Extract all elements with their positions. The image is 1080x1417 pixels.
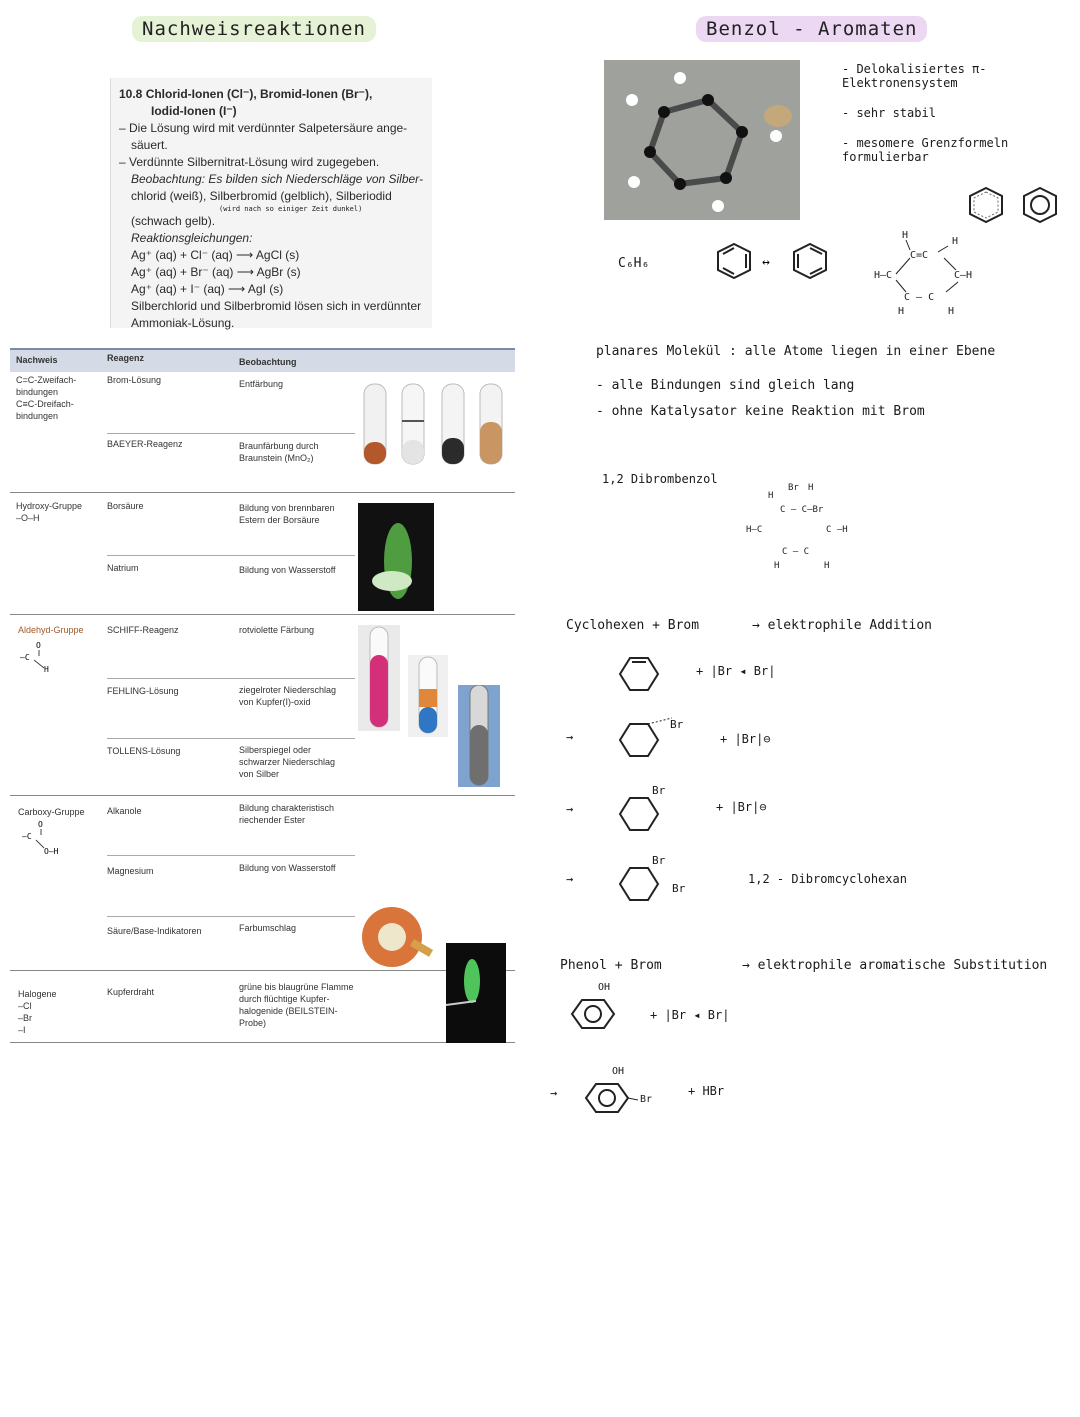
reagent: Borsäure: [107, 501, 144, 511]
handwritten-note: (wird nach so einiger Zeit dunkel): [219, 205, 363, 213]
reagent: FEHLING-Lösung: [107, 686, 179, 696]
schiff-tube-photo: [358, 625, 400, 731]
right-heading-text: Benzol - Aromaten: [706, 18, 918, 40]
svg-text:↔: ↔: [762, 255, 770, 270]
excerpt-text: – Die Lösung wird mit verdünnter Salpetersäure ange-: [119, 121, 408, 135]
excerpt-title-2: Iodid-Ionen (I⁻): [151, 104, 237, 118]
svg-text:H: H: [824, 561, 830, 571]
group-name: C=C-Zweifach- bindungen C≡C-Dreifach- bindungen: [16, 375, 77, 421]
dibrombenzol-structure: [744, 480, 864, 574]
reagent: Kupferdraht: [107, 987, 155, 997]
svg-text:H: H: [768, 491, 774, 501]
bromine-cation: Br: [670, 718, 684, 731]
right-heading: [696, 16, 927, 42]
observation: Braunfärbung durch Braunstein (MnO₂): [239, 441, 319, 463]
svg-text:C – C–Br: C – C–Br: [780, 505, 824, 515]
group-name: Aldehyd-Gruppe: [18, 625, 84, 635]
observation: Entfärbung: [239, 379, 284, 389]
svg-text:–C: –C: [22, 832, 32, 841]
carbocation-molecule: [616, 794, 666, 832]
property-bullet: - Delokalisiertes π- Elektronensystem: [842, 62, 987, 90]
svg-text:H: H: [44, 665, 49, 672]
arrow: →: [566, 872, 574, 886]
dibromcyclohexan-molecule: [616, 864, 666, 902]
reagent: Säure/Base-Indikatoren: [107, 926, 202, 936]
group-name: Hydroxy-Gruppe –O–H: [16, 501, 83, 523]
equation: Ag⁺ (aq) + Br⁻ (aq) ⟶ AgBr (s): [131, 265, 301, 279]
svg-text:O: O: [36, 641, 41, 650]
resonance-structures: [714, 240, 834, 282]
observation: Silberspiegel oder schwarzer Niederschlag von Silber: [239, 745, 336, 779]
reagent: SCHIFF-Reagenz: [107, 625, 179, 635]
observation: Bildung von Wasserstoff: [239, 863, 336, 873]
green-flame-photo: [358, 503, 434, 611]
bromide-ion: + |Br|⊖: [716, 800, 767, 814]
cyclohexen-molecule: [616, 654, 662, 694]
reagent: Magnesium: [107, 866, 154, 876]
observation: rotviolette Färbung: [239, 625, 315, 635]
bromine-substituent: Br: [672, 882, 686, 895]
hydroxy-label: OH: [598, 982, 611, 993]
bromine-substituent: Br: [652, 784, 666, 797]
carboxy-structure: [18, 818, 68, 858]
bond-note: - alle Bindungen sind gleich lang: [596, 378, 855, 393]
reagent: Brom-Lösung: [107, 375, 162, 385]
catalyst-note: - ohne Katalysator keine Reaktion mit Brom: [596, 404, 925, 419]
aldehyde-structure: [18, 638, 58, 672]
svg-text:H–C: H–C: [746, 525, 763, 535]
property-bullet: - sehr stabil: [842, 106, 936, 120]
excerpt-text: chlorid (weiß), Silberbromid (gelblich), Silberiodid: [131, 189, 392, 203]
arrow: →: [550, 1086, 558, 1100]
svg-text:C – C: C – C: [904, 292, 935, 303]
svg-text:–C: –C: [20, 653, 30, 662]
header-nachweis: Nachweis: [16, 355, 58, 365]
observation: Bildung von Wasserstoff: [239, 565, 336, 575]
arrow: →: [566, 730, 574, 744]
cyclohexen-reaction: Cyclohexen + Brom: [566, 618, 700, 633]
excerpt-title: 10.8 Chlorid-Ionen (Cl⁻), Bromid-Ionen (Br⁻),: [119, 87, 373, 101]
fehling-tube-photo: [408, 655, 448, 737]
excerpt-text: Reaktionsgleichungen:: [131, 231, 253, 245]
svg-text:O: O: [38, 820, 43, 829]
dibrombenzol-label: 1,2 Dibrombenzol: [602, 472, 718, 486]
excerpt-text: säuert.: [131, 138, 168, 152]
svg-text:C –H: C –H: [826, 525, 848, 535]
svg-text:C=C: C=C: [910, 250, 929, 261]
header-beobachtung: Beobachtung: [239, 357, 297, 367]
observation: Farbumschlag: [239, 923, 297, 933]
bromophenol-molecule: [584, 1080, 644, 1116]
benzene-model-photo: [604, 60, 800, 220]
svg-text:H: H: [898, 306, 905, 317]
observation: grüne bis blaugrüne Flamme durch flüchtige Kupfer- halogenide (BEILSTEIN- Probe): [239, 982, 354, 1028]
svg-text:H: H: [948, 306, 955, 317]
bromine-molecule: + |Br ◂ Br|: [696, 664, 776, 678]
beilstein-flame-photo: [446, 943, 506, 1043]
svg-text:O–H: O–H: [44, 847, 59, 856]
planar-note: planares Molekül : alle Atome liegen in einer Ebene: [596, 344, 996, 359]
benzene-formula: C₆H₆: [618, 256, 650, 271]
textbook-excerpt: [110, 78, 432, 328]
excerpt-text: Silberchlorid und Silberbromid lösen sich in verdünnter: [131, 299, 422, 313]
svg-text:H: H: [808, 483, 814, 493]
equation: Ag⁺ (aq) + Cl⁻ (aq) ⟶ AgCl (s): [131, 248, 300, 262]
hbr-product: + HBr: [688, 1084, 725, 1098]
svg-text:C – C: C – C: [782, 547, 810, 557]
bromine-molecule: + |Br ◂ Br|: [650, 1008, 730, 1022]
excerpt-text: – Verdünnte Silbernitrat-Lösung wird zugegeben.: [119, 155, 380, 169]
svg-text:H: H: [902, 230, 909, 241]
addition-type: → elektrophile Addition: [752, 618, 933, 633]
svg-text:Br: Br: [788, 483, 799, 493]
product-label: 1,2 - Dibromcyclohexan: [748, 872, 907, 886]
phenol-molecule: [570, 996, 616, 1032]
bromide-ion: + |Br|⊖: [720, 732, 771, 746]
bromine-substituent: Br: [640, 1094, 653, 1105]
indicator-paper-photo: [358, 905, 438, 975]
group-name: Halogene –Cl –Br –I: [18, 989, 57, 1035]
excerpt-text: Ammoniak-Lösung.: [131, 316, 235, 330]
svg-text:H: H: [774, 561, 780, 571]
benzene-kekule-structure: [866, 228, 986, 320]
reagent: Alkanole: [107, 806, 142, 816]
reagent: Natrium: [107, 563, 139, 573]
substitution-type: → elektrophile aromatische Substitution: [742, 958, 1048, 973]
reagent: TOLLENS-Lösung: [107, 746, 181, 756]
left-heading: Nachweisreaktionen: [132, 16, 376, 42]
svg-text:H: H: [952, 236, 959, 247]
group-name: Carboxy-Gruppe: [18, 807, 85, 817]
reagent: BAEYER-Reagenz: [107, 439, 183, 449]
excerpt-text: Beobachtung: Es bilden sich Niederschläge von Silber-: [131, 172, 423, 186]
equation: Ag⁺ (aq) + I⁻ (aq) ⟶ AgI (s): [131, 282, 284, 296]
test-tubes-photo: [358, 382, 508, 474]
svg-text:H–C: H–C: [874, 270, 893, 281]
pi-complex-molecule: [616, 714, 696, 760]
excerpt-text: (schwach gelb).: [131, 214, 216, 228]
header-reagenz: Reagenz: [107, 353, 145, 363]
benzene-delocalized-icons: [958, 180, 1062, 230]
phenol-reaction: Phenol + Brom: [560, 958, 662, 973]
svg-text:C–H: C–H: [954, 270, 973, 281]
tollens-tube-photo: [458, 685, 500, 787]
observation: Bildung charakteristisch riechender Ester: [239, 803, 335, 825]
observation: Bildung von brennbaren Estern der Borsäure: [239, 503, 335, 525]
arrow: →: [566, 802, 574, 816]
property-bullet: - mesomere Grenzformeln formulierbar: [842, 136, 1009, 164]
observation: ziegelroter Niederschlag von Kupfer(I)-oxid: [239, 685, 337, 707]
bromine-substituent: Br: [652, 854, 666, 867]
hydroxy-label: OH: [612, 1066, 625, 1077]
